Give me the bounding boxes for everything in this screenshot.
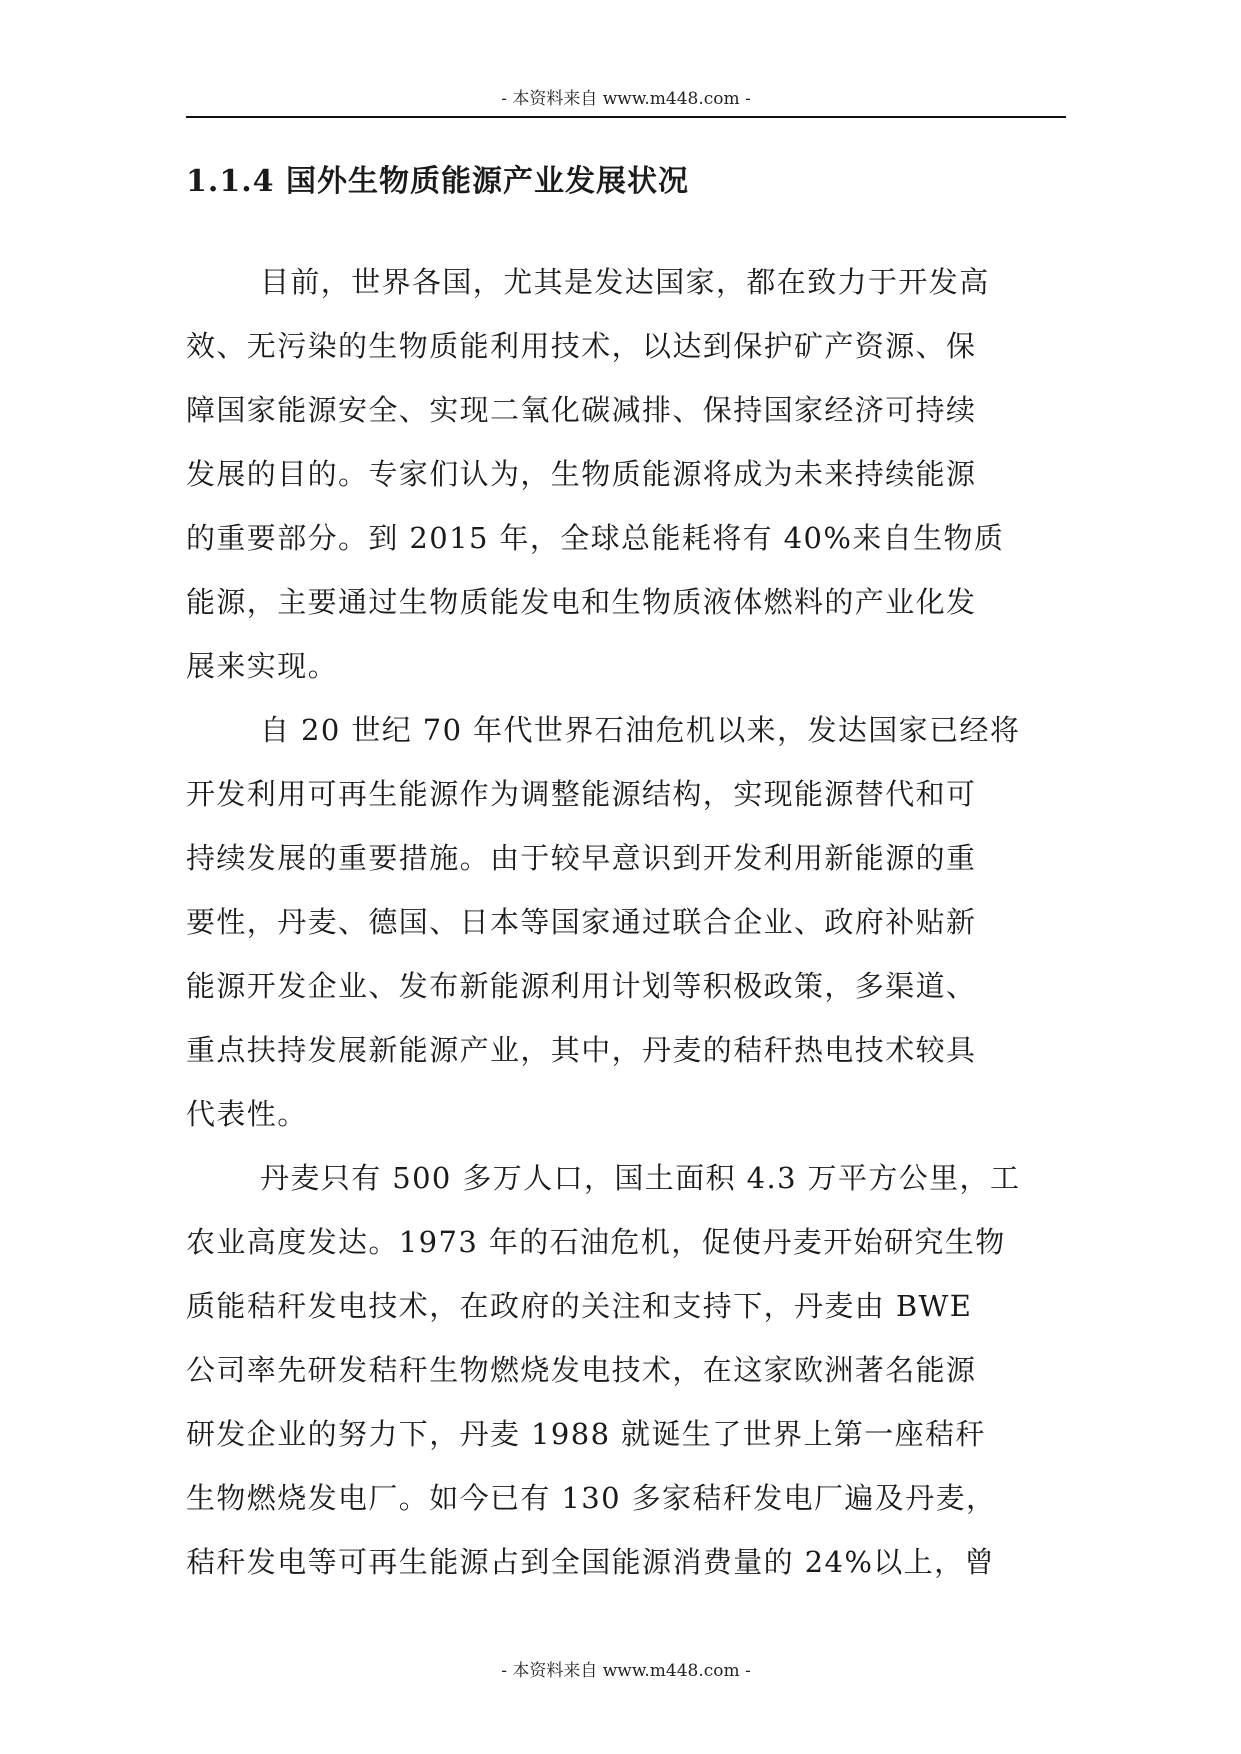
text-line: 能源开发企业、发布新能源利用计划等积极政策，多渠道、	[186, 969, 977, 1003]
text-line: 研发企业的努力下，丹麦 1988 就诞生了世界上第一座秸秆	[186, 1417, 986, 1451]
paragraph-2	[186, 698, 1066, 1146]
text-line: 持续发展的重要措施。由于较早意识到开发利用新能源的重	[186, 841, 977, 875]
text-line: 自 20 世纪 70 年代世界石油危机以来，发达国家已经将	[260, 713, 1021, 747]
text-line: 展来实现。	[186, 649, 339, 683]
text-line: 的重要部分。到 2015 年，全球总能耗将有 40%来自生物质	[186, 521, 1005, 555]
text-line: 障国家能源安全、实现二氧化碳减排、保持国家经济可持续	[186, 393, 977, 427]
text-line: 要性，丹麦、德国、日本等国家通过联合企业、政府补贴新	[186, 905, 977, 939]
text-line: 质能秸秆发电技术，在政府的关注和支持下，丹麦由 BWE	[186, 1289, 973, 1323]
header-divider	[186, 116, 1066, 118]
page-footer-source: - 本资料来自 www.m448.com -	[501, 1661, 751, 1681]
text-line: 发展的目的。专家们认为，生物质能源将成为未来持续能源	[186, 457, 977, 491]
text-line: 秸秆发电等可再生能源占到全国能源消费量的 24%以上，曾	[186, 1545, 995, 1579]
text-line: 目前，世界各国，尤其是发达国家，都在致力于开发高	[260, 265, 990, 299]
page-header-source: - 本资料来自 www.m448.com -	[501, 89, 751, 109]
paragraph-1	[186, 250, 1066, 698]
text-line: 丹麦只有 500 多万人口，国土面积 4.3 万平方公里，工	[260, 1161, 1021, 1195]
text-line: 代表性。	[186, 1097, 308, 1131]
paragraph-3	[186, 1146, 1066, 1594]
text-line: 能源，主要通过生物质能发电和生物质液体燃料的产业化发	[186, 585, 977, 619]
text-line: 重点扶持发展新能源产业，其中，丹麦的秸秆热电技术较具	[186, 1033, 977, 1067]
text-line: 开发利用可再生能源作为调整能源结构，实现能源替代和可	[186, 777, 977, 811]
body-text	[186, 250, 1066, 1594]
text-line: 公司率先研发秸秆生物燃烧发电技术，在这家欧洲著名能源	[186, 1353, 977, 1387]
section-heading: 1.1.4 国外生物质能源产业发展状况	[186, 164, 689, 199]
text-line: 农业高度发达。1973 年的石油危机，促使丹麦开始研究生物	[186, 1225, 1006, 1259]
text-line: 效、无污染的生物质能利用技术，以达到保护矿产资源、保	[186, 329, 977, 363]
text-line: 生物燃烧发电厂。如今已有 130 多家秸秆发电厂遍及丹麦，	[186, 1481, 997, 1515]
